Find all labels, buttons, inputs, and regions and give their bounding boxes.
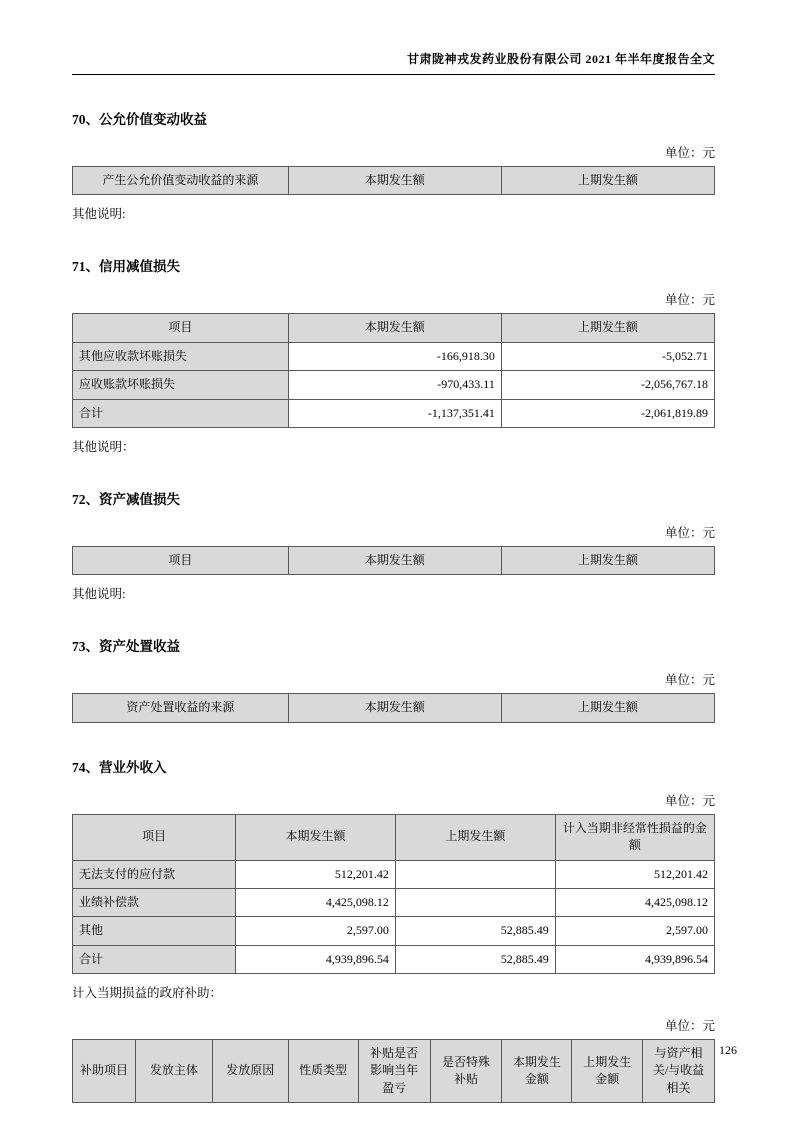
row-label-cell: 业绩补偿款 xyxy=(73,888,236,916)
table-header-cell: 上期发生金额 xyxy=(572,1040,643,1103)
row-value-cell xyxy=(395,888,555,916)
section-71 xyxy=(72,255,715,455)
section-73-title: 73、资产处置收益 xyxy=(72,639,180,655)
doc-table xyxy=(72,313,715,428)
doc-table xyxy=(72,814,715,974)
section-74-title: 74、营业外收入 xyxy=(72,759,167,775)
table-header-cell: 发放原因 xyxy=(212,1040,288,1103)
row-value-cell xyxy=(395,860,555,888)
table-header-cell: 上期发生额 xyxy=(501,167,714,195)
government-subsidy-note: 计入当期损益的政府补助： xyxy=(72,986,223,1001)
row-value-cell: 4,939,896.54 xyxy=(236,945,396,973)
doc-table xyxy=(72,546,715,575)
section-71-unit-label: 单位：元 xyxy=(664,293,715,308)
table-row xyxy=(73,342,715,370)
table-header-cell: 本期发生额 xyxy=(288,314,501,342)
row-label-cell: 无法支付的应付款 xyxy=(73,860,236,888)
section-70-title: 70、公允价值变动收益 xyxy=(72,112,207,127)
table-header-cell: 项目 xyxy=(73,546,289,574)
table-header-cell: 产生公允价值变动收益的来源 xyxy=(73,167,289,195)
table-header-row xyxy=(73,1040,715,1103)
table-header-cell: 上期发生额 xyxy=(395,814,555,860)
section-74 xyxy=(72,756,715,1104)
table-row xyxy=(73,860,715,888)
row-label-cell: 应收账款坏账损失 xyxy=(73,371,289,399)
fair-value-change-income-table xyxy=(72,166,715,195)
section-72-unit-label: 单位：元 xyxy=(664,525,715,540)
table-header-row xyxy=(73,314,715,342)
row-value-cell: -2,056,767.18 xyxy=(501,371,714,399)
table-header-cell: 本期发生额 xyxy=(288,694,501,722)
section-70-unit-label: 单位：元 xyxy=(664,146,715,160)
page-number: 126 xyxy=(719,1043,737,1057)
section-71-other-note: 其他说明： xyxy=(72,439,135,454)
table-header-cell: 与资产相关/与收益相关 xyxy=(643,1040,715,1103)
table-header-cell: 性质类型 xyxy=(288,1040,358,1103)
table-header-cell: 补助项目 xyxy=(73,1040,136,1103)
row-value-cell: -2,061,819.89 xyxy=(501,399,714,427)
row-value-cell: 2,597.00 xyxy=(236,917,396,945)
section-73-unit-label: 单位：元 xyxy=(664,673,715,688)
row-value-cell: 4,425,098.12 xyxy=(555,888,714,916)
section-72-other-note: 其他说明: xyxy=(72,587,126,602)
section-72-title: 72、资产减值损失 xyxy=(72,491,180,507)
table-header-cell: 本期发生金额 xyxy=(502,1040,572,1103)
document-header: 甘肃陇神戎发药业股份有限公司 2021 年半年度报告全文 xyxy=(72,50,715,75)
table-header-row xyxy=(73,546,715,574)
section-70 xyxy=(72,108,715,222)
row-value-cell: 512,201.42 xyxy=(236,860,396,888)
table-header-cell: 补贴是否影响当年盈亏 xyxy=(358,1040,430,1103)
table-header-cell: 计入当期非经常性损益的金额 xyxy=(555,814,714,860)
table-header-cell: 上期发生额 xyxy=(501,314,714,342)
row-value-cell: 4,425,098.12 xyxy=(236,888,396,916)
row-value-cell: -166,918.30 xyxy=(288,342,501,370)
row-value-cell: -1,137,351.41 xyxy=(288,399,501,427)
row-label-cell: 其他应收款坏账损失 xyxy=(73,342,289,370)
row-label-cell: 合计 xyxy=(73,945,236,973)
doc-table xyxy=(72,166,715,195)
section-73 xyxy=(72,635,715,722)
credit-impairment-loss-table xyxy=(72,313,715,428)
table-header-cell: 上期发生额 xyxy=(501,694,714,722)
row-label-cell: 合计 xyxy=(73,399,289,427)
table-header-cell: 是否特殊补贴 xyxy=(430,1040,502,1103)
asset-impairment-loss-table xyxy=(72,546,715,575)
table-header-row xyxy=(73,694,715,722)
table-header-cell: 资产处置收益的来源 xyxy=(73,694,289,722)
row-label-cell: 其他 xyxy=(73,917,236,945)
table-header-row xyxy=(73,167,715,195)
row-value-cell: 512,201.42 xyxy=(555,860,714,888)
section-70-other-note: 其他说明: xyxy=(72,207,126,222)
table-row xyxy=(73,888,715,916)
table-header-cell: 本期发生额 xyxy=(288,167,501,195)
row-value-cell: -5,052.71 xyxy=(501,342,714,370)
government-subsidy-table xyxy=(72,1039,715,1103)
table-header-cell: 本期发生额 xyxy=(288,546,501,574)
table-row xyxy=(73,399,715,427)
row-value-cell: 4,939,896.54 xyxy=(555,945,714,973)
section-74-unit-label: 单位：元 xyxy=(664,793,715,808)
doc-table xyxy=(72,693,715,722)
row-value-cell: -970,433.11 xyxy=(288,371,501,399)
table-header-row xyxy=(73,814,715,860)
non-operating-income-table xyxy=(72,814,715,974)
table-header-cell: 发放主体 xyxy=(135,1040,212,1103)
asset-disposal-income-table xyxy=(72,693,715,722)
row-value-cell: 52,885.49 xyxy=(395,917,555,945)
doc-table xyxy=(72,1039,715,1103)
section-72 xyxy=(72,488,715,602)
row-value-cell: 2,597.00 xyxy=(555,917,714,945)
table-row xyxy=(73,371,715,399)
row-value-cell: 52,885.49 xyxy=(395,945,555,973)
table-header-cell: 本期发生额 xyxy=(236,814,396,860)
table-header-cell: 项目 xyxy=(73,314,289,342)
section-71-title: 71、信用减值损失 xyxy=(72,259,180,275)
table-header-cell: 上期发生额 xyxy=(501,546,714,574)
table-row xyxy=(73,945,715,973)
table-row xyxy=(73,917,715,945)
subsidy-unit-label: 单位：元 xyxy=(664,1019,715,1034)
table-header-cell: 项目 xyxy=(73,814,236,860)
